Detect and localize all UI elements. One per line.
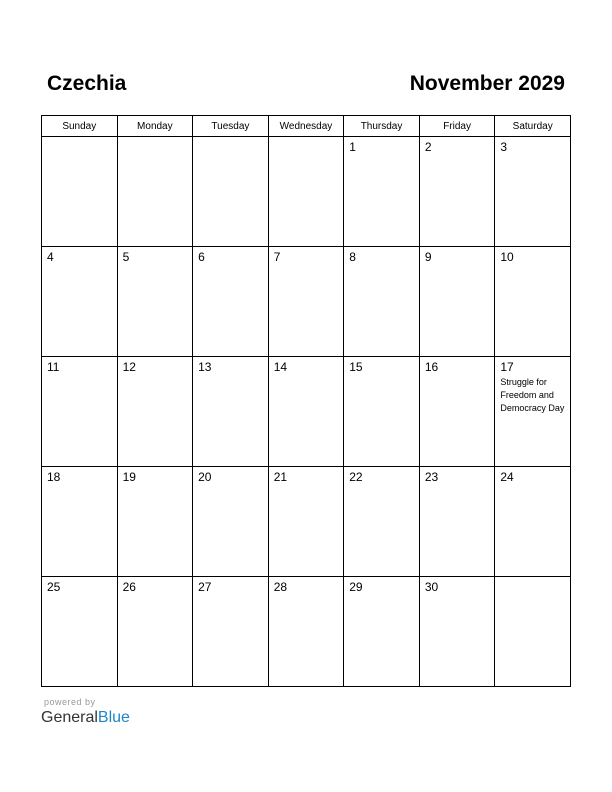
day-cell[interactable] — [117, 137, 193, 247]
day-number: 6 — [198, 250, 205, 264]
day-number: 8 — [349, 250, 356, 264]
day-cell[interactable] — [344, 137, 420, 247]
week-row — [42, 247, 571, 357]
day-number: 25 — [47, 580, 61, 594]
generalblue-logo[interactable] — [41, 708, 130, 728]
day-cell[interactable] — [419, 577, 495, 687]
week-row — [42, 137, 571, 247]
powered-by-label: powered by — [44, 697, 96, 707]
day-cell[interactable] — [268, 357, 344, 467]
month-title: November 2029 — [409, 72, 565, 95]
day-number: 23 — [424, 470, 439, 484]
day-number: 15 — [349, 360, 363, 374]
day-cell[interactable] — [344, 247, 420, 357]
day-number: 16 — [424, 360, 439, 374]
day-cell[interactable] — [42, 467, 118, 577]
day-cell[interactable] — [419, 467, 495, 577]
day-cell[interactable] — [117, 247, 193, 357]
day-cell[interactable] — [495, 137, 571, 247]
day-cell[interactable] — [268, 577, 344, 687]
day-cell[interactable] — [495, 357, 571, 467]
day-cell[interactable] — [344, 357, 420, 467]
day-cell[interactable] — [117, 577, 193, 687]
day-number: 11 — [47, 360, 60, 374]
weekday-header-row — [42, 116, 571, 137]
day-cell[interactable] — [419, 137, 495, 247]
day-cell[interactable] — [495, 247, 571, 357]
calendar-grid — [41, 115, 571, 687]
day-cell[interactable] — [117, 357, 193, 467]
day-cell[interactable] — [344, 467, 420, 577]
day-number: 28 — [273, 580, 288, 594]
day-number: 2 — [424, 140, 432, 154]
day-cell[interactable] — [419, 357, 495, 467]
holiday-label: Struggle for Freedom and Democracy Day — [500, 377, 565, 413]
day-number: 26 — [122, 580, 136, 594]
day-cell[interactable] — [42, 137, 118, 247]
day-cell[interactable] — [268, 247, 344, 357]
brand-general-text: General — [41, 709, 98, 726]
day-number: 30 — [424, 580, 439, 594]
weekday-thursday: Thursday — [344, 116, 420, 137]
day-cell[interactable] — [419, 247, 495, 357]
day-cell[interactable] — [193, 467, 269, 577]
day-cell[interactable] — [42, 577, 118, 687]
day-cell[interactable] — [193, 577, 269, 687]
day-cell[interactable] — [117, 467, 193, 577]
day-number: 21 — [273, 470, 288, 484]
day-number: 20 — [198, 470, 212, 484]
country-title: Czechia — [47, 72, 127, 95]
day-cell[interactable] — [42, 357, 118, 467]
day-number: 7 — [273, 250, 281, 264]
weekday-wednesday: Wednesday — [268, 116, 344, 137]
day-number: 10 — [500, 250, 514, 264]
weekday-saturday: Saturday — [495, 116, 571, 137]
day-cell[interactable] — [495, 467, 571, 577]
day-cell[interactable] — [344, 577, 420, 687]
weekday-sunday: Sunday — [42, 116, 118, 137]
day-number: 22 — [349, 470, 363, 484]
week-row — [42, 467, 571, 577]
day-cell[interactable] — [495, 577, 571, 687]
day-cell[interactable] — [193, 357, 269, 467]
day-cell[interactable] — [268, 137, 344, 247]
day-number: 24 — [500, 470, 514, 484]
day-cell[interactable] — [193, 137, 269, 247]
day-cell[interactable] — [193, 247, 269, 357]
week-row — [42, 577, 571, 687]
day-number: 18 — [47, 470, 61, 484]
day-number: 13 — [198, 360, 212, 374]
week-row — [42, 357, 571, 467]
day-number: 1 — [349, 140, 356, 154]
day-number: 4 — [47, 250, 54, 264]
day-number: 19 — [122, 470, 136, 484]
day-number: 29 — [349, 580, 363, 594]
day-number: 27 — [198, 580, 212, 594]
weekday-monday: Monday — [117, 116, 193, 137]
day-number: 3 — [500, 140, 508, 154]
day-cell[interactable] — [42, 247, 118, 357]
weekday-tuesday: Tuesday — [193, 116, 269, 137]
brand-blue-text: Blue — [97, 709, 130, 726]
day-number: 12 — [122, 360, 136, 374]
weekday-friday: Friday — [419, 116, 495, 137]
day-number: 9 — [424, 250, 432, 264]
day-cell[interactable] — [268, 467, 344, 577]
day-number: 14 — [273, 360, 288, 374]
day-number: 5 — [122, 250, 130, 264]
day-number: 17 — [500, 360, 514, 374]
